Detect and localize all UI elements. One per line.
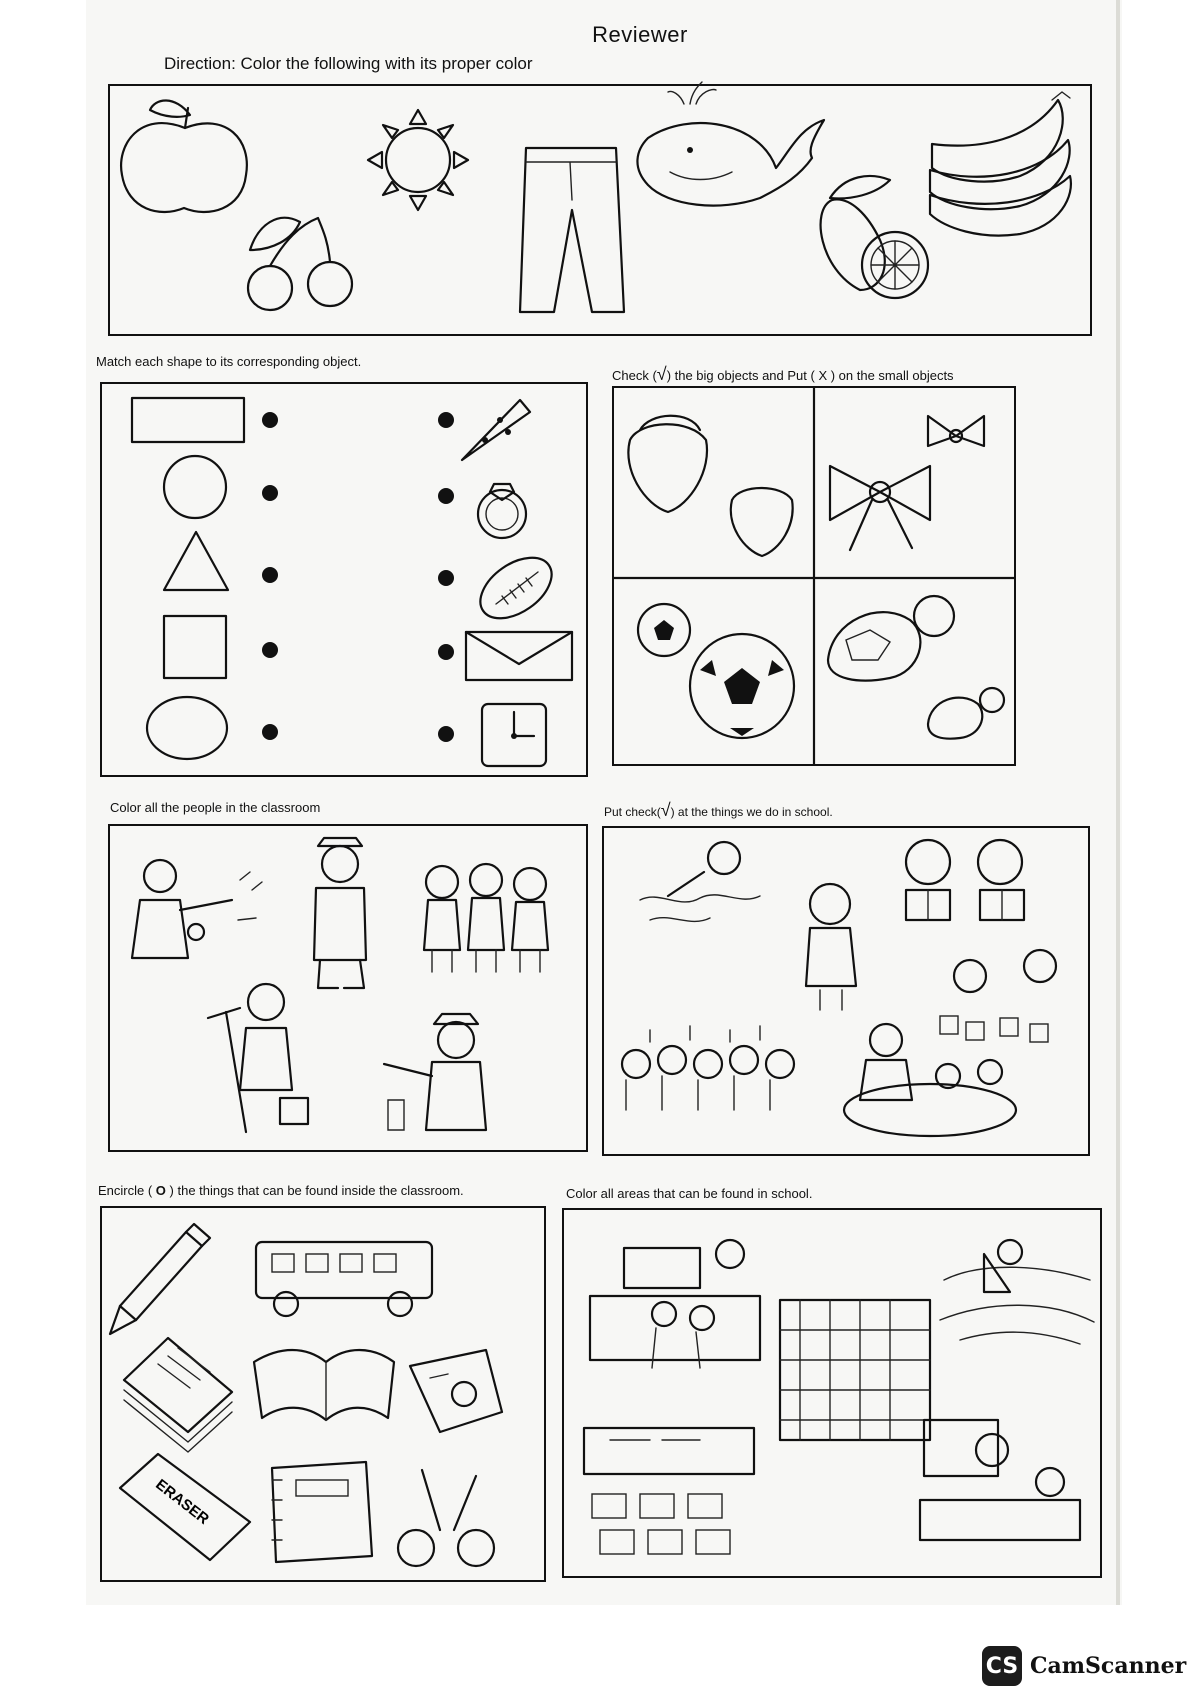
page-title: Reviewer [592,22,688,47]
camscanner-name: CamScanner [1030,1653,1187,1679]
school-things-box [602,826,1090,1156]
check-mark: √ [656,364,667,384]
eraser-label: ERASER [152,1476,213,1528]
big-small-instruction [612,364,954,385]
school-areas-box [562,1208,1102,1578]
match-shapes-instruction: Match each shape to its corresponding object. [96,354,362,369]
school-things-instruction [604,800,833,821]
circle-mark: O [155,1183,166,1198]
classroom-things-box [100,1206,546,1582]
people-instruction: Color all the people in the classroom [110,800,321,815]
big-small-instruction-a: Check ( [612,368,657,383]
color-objects-box [108,84,1092,336]
big-small-box [612,386,1016,766]
camscanner-logo-icon: CS [982,1646,1022,1686]
direction-color-objects: Direction: Color the following with its proper color [164,54,533,73]
big-small-instruction-b: ) the big objects and Put ( X ) on the small objects [666,368,954,383]
school-things-instruction-b: ) at the things we do in school. [670,805,833,819]
match-shapes-box [100,382,588,777]
camscanner-badge [982,1645,1186,1687]
check-mark: √ [660,800,671,820]
classroom-things-instruction-a: Encircle ( [98,1183,156,1198]
school-things-instruction-a: Put check( [604,805,661,819]
school-areas-instruction: Color all areas that can be found in school. [566,1186,813,1201]
page-edge [1116,0,1120,1605]
people-box [108,824,588,1152]
classroom-things-instruction-b: ) the things that can be found inside the classroom. [165,1183,464,1198]
classroom-things-instruction [98,1183,464,1198]
